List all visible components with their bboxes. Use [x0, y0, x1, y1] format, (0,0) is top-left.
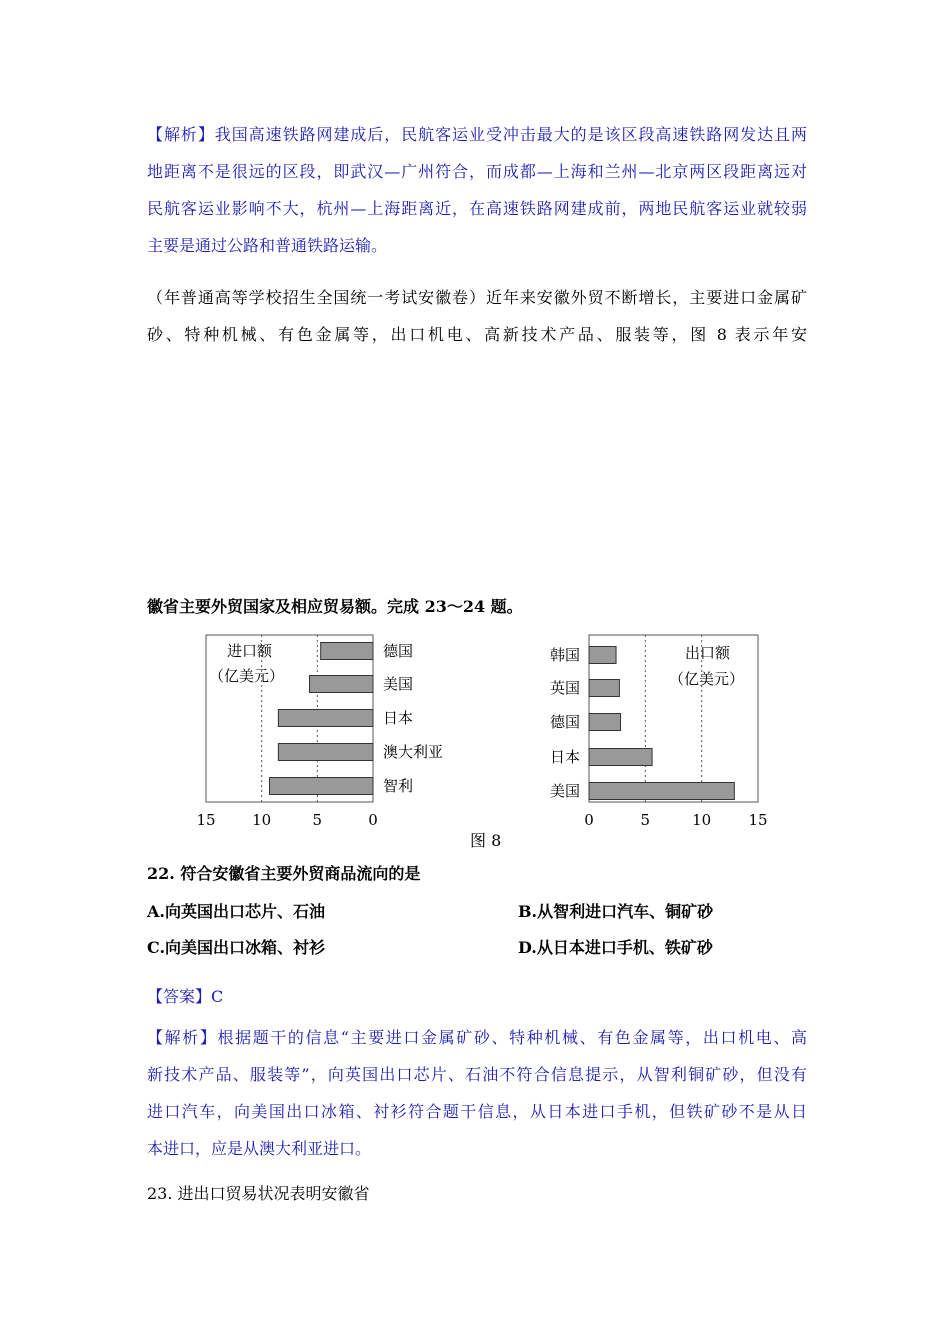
export-category-label: 德国 — [549, 713, 580, 731]
option-b: B.从智利进口汽车、铜矿砂 — [518, 902, 714, 921]
answer: 【答案】C — [147, 987, 224, 1006]
export-category-label: 日本 — [549, 748, 580, 766]
import-category-label: 智利 — [383, 777, 414, 795]
import-category-label: 美国 — [383, 675, 414, 693]
export-tick-label: 0 — [584, 811, 594, 829]
figure-8 — [147, 625, 787, 865]
import-tick-label: 0 — [368, 811, 378, 829]
import-title: 进口额 — [227, 642, 273, 660]
export-category-label: 美国 — [549, 782, 580, 800]
import-tick-label: 5 — [312, 811, 323, 829]
import-bar — [278, 710, 373, 727]
question-22-stem: 22. 符合安徽省主要外贸商品流向的是 — [147, 864, 421, 883]
import-tick-label: 15 — [196, 811, 216, 829]
import-tick-label: 10 — [252, 811, 272, 829]
intro-line: 砂、特种机械、有色金属等，出口机电、高新技术产品、服装等，图 8 表示年安 — [147, 325, 807, 344]
analysis-2-line: 本进口，应是从澳大利亚进口。 — [147, 1139, 372, 1158]
export-category-label: 英国 — [549, 679, 580, 697]
export-bar — [589, 749, 652, 766]
import-chart — [196, 635, 443, 829]
analysis-1-line: 主要是通过公路和普通铁路运输。 — [147, 236, 388, 255]
analysis-2-line: 【解析】根据题干的信息“主要进口金属矿砂、特种机械、有色金属等，出口机电、高 — [147, 1028, 807, 1047]
import-category-label: 日本 — [383, 709, 414, 727]
analysis-2 — [147, 1019, 807, 1167]
export-category-label: 韩国 — [549, 646, 580, 664]
import-bar — [278, 744, 373, 761]
export-bar — [589, 714, 621, 731]
import-unit: （亿美元） — [209, 667, 285, 685]
export-tick-label: 15 — [748, 811, 768, 829]
analysis-1-line: 【解析】我国高速铁路网建成后，民航客运业受冲击最大的是该区段高速铁路网发达且两 — [147, 125, 807, 144]
export-bar — [589, 783, 734, 800]
import-category-label: 德国 — [383, 642, 414, 660]
question-intro — [147, 279, 807, 353]
export-tick-label: 10 — [692, 811, 712, 829]
export-title: 出口额 — [685, 644, 731, 662]
analysis-2-line: 新技术产品、服装等”，向英国出口芯片、石油不符合信息提示，从智利铜矿砂，但没有 — [147, 1065, 807, 1084]
analysis-1 — [147, 116, 807, 264]
analysis-1-line: 民航客运业影响不大，杭州—上海距离近，在高速铁路网建成前，两地民航客运业就较弱 — [147, 199, 807, 218]
import-bar — [321, 643, 373, 660]
analysis-1-line: 地距离不是很远的区段，即武汉—广州符合，而成都—上海和兰州—北京两区段距离远对 — [147, 162, 807, 181]
option-c: C.向美国出口冰箱、衬衫 — [147, 938, 326, 957]
import-bar — [310, 676, 373, 693]
export-chart — [550, 635, 768, 829]
figure-caption: 图 8 — [470, 831, 502, 850]
export-bar — [589, 680, 619, 697]
option-d: D.从日本进口手机、铁矿砂 — [518, 938, 713, 957]
export-bar — [589, 647, 616, 664]
question-23-stem: 23. 进出口贸易状况表明安徽省 — [147, 1184, 370, 1203]
import-bar — [269, 778, 373, 795]
intro-continuation: 徽省主要外贸国家及相应贸易额。完成 23～24 题。 — [147, 597, 523, 616]
import-category-label: 澳大利亚 — [383, 743, 444, 761]
analysis-2-line: 进口汽车，向美国出口冰箱、衬衫符合题干信息，从日本进口手机，但铁矿砂不是从日 — [147, 1102, 807, 1121]
export-unit: （亿美元） — [669, 670, 745, 688]
option-a: A.向英国出口芯片、石油 — [147, 902, 325, 921]
intro-line: （年普通高等学校招生全国统一考试安徽卷）近年来安徽外贸不断增长，主要进口金属矿 — [147, 288, 807, 307]
export-tick-label: 5 — [640, 811, 651, 829]
